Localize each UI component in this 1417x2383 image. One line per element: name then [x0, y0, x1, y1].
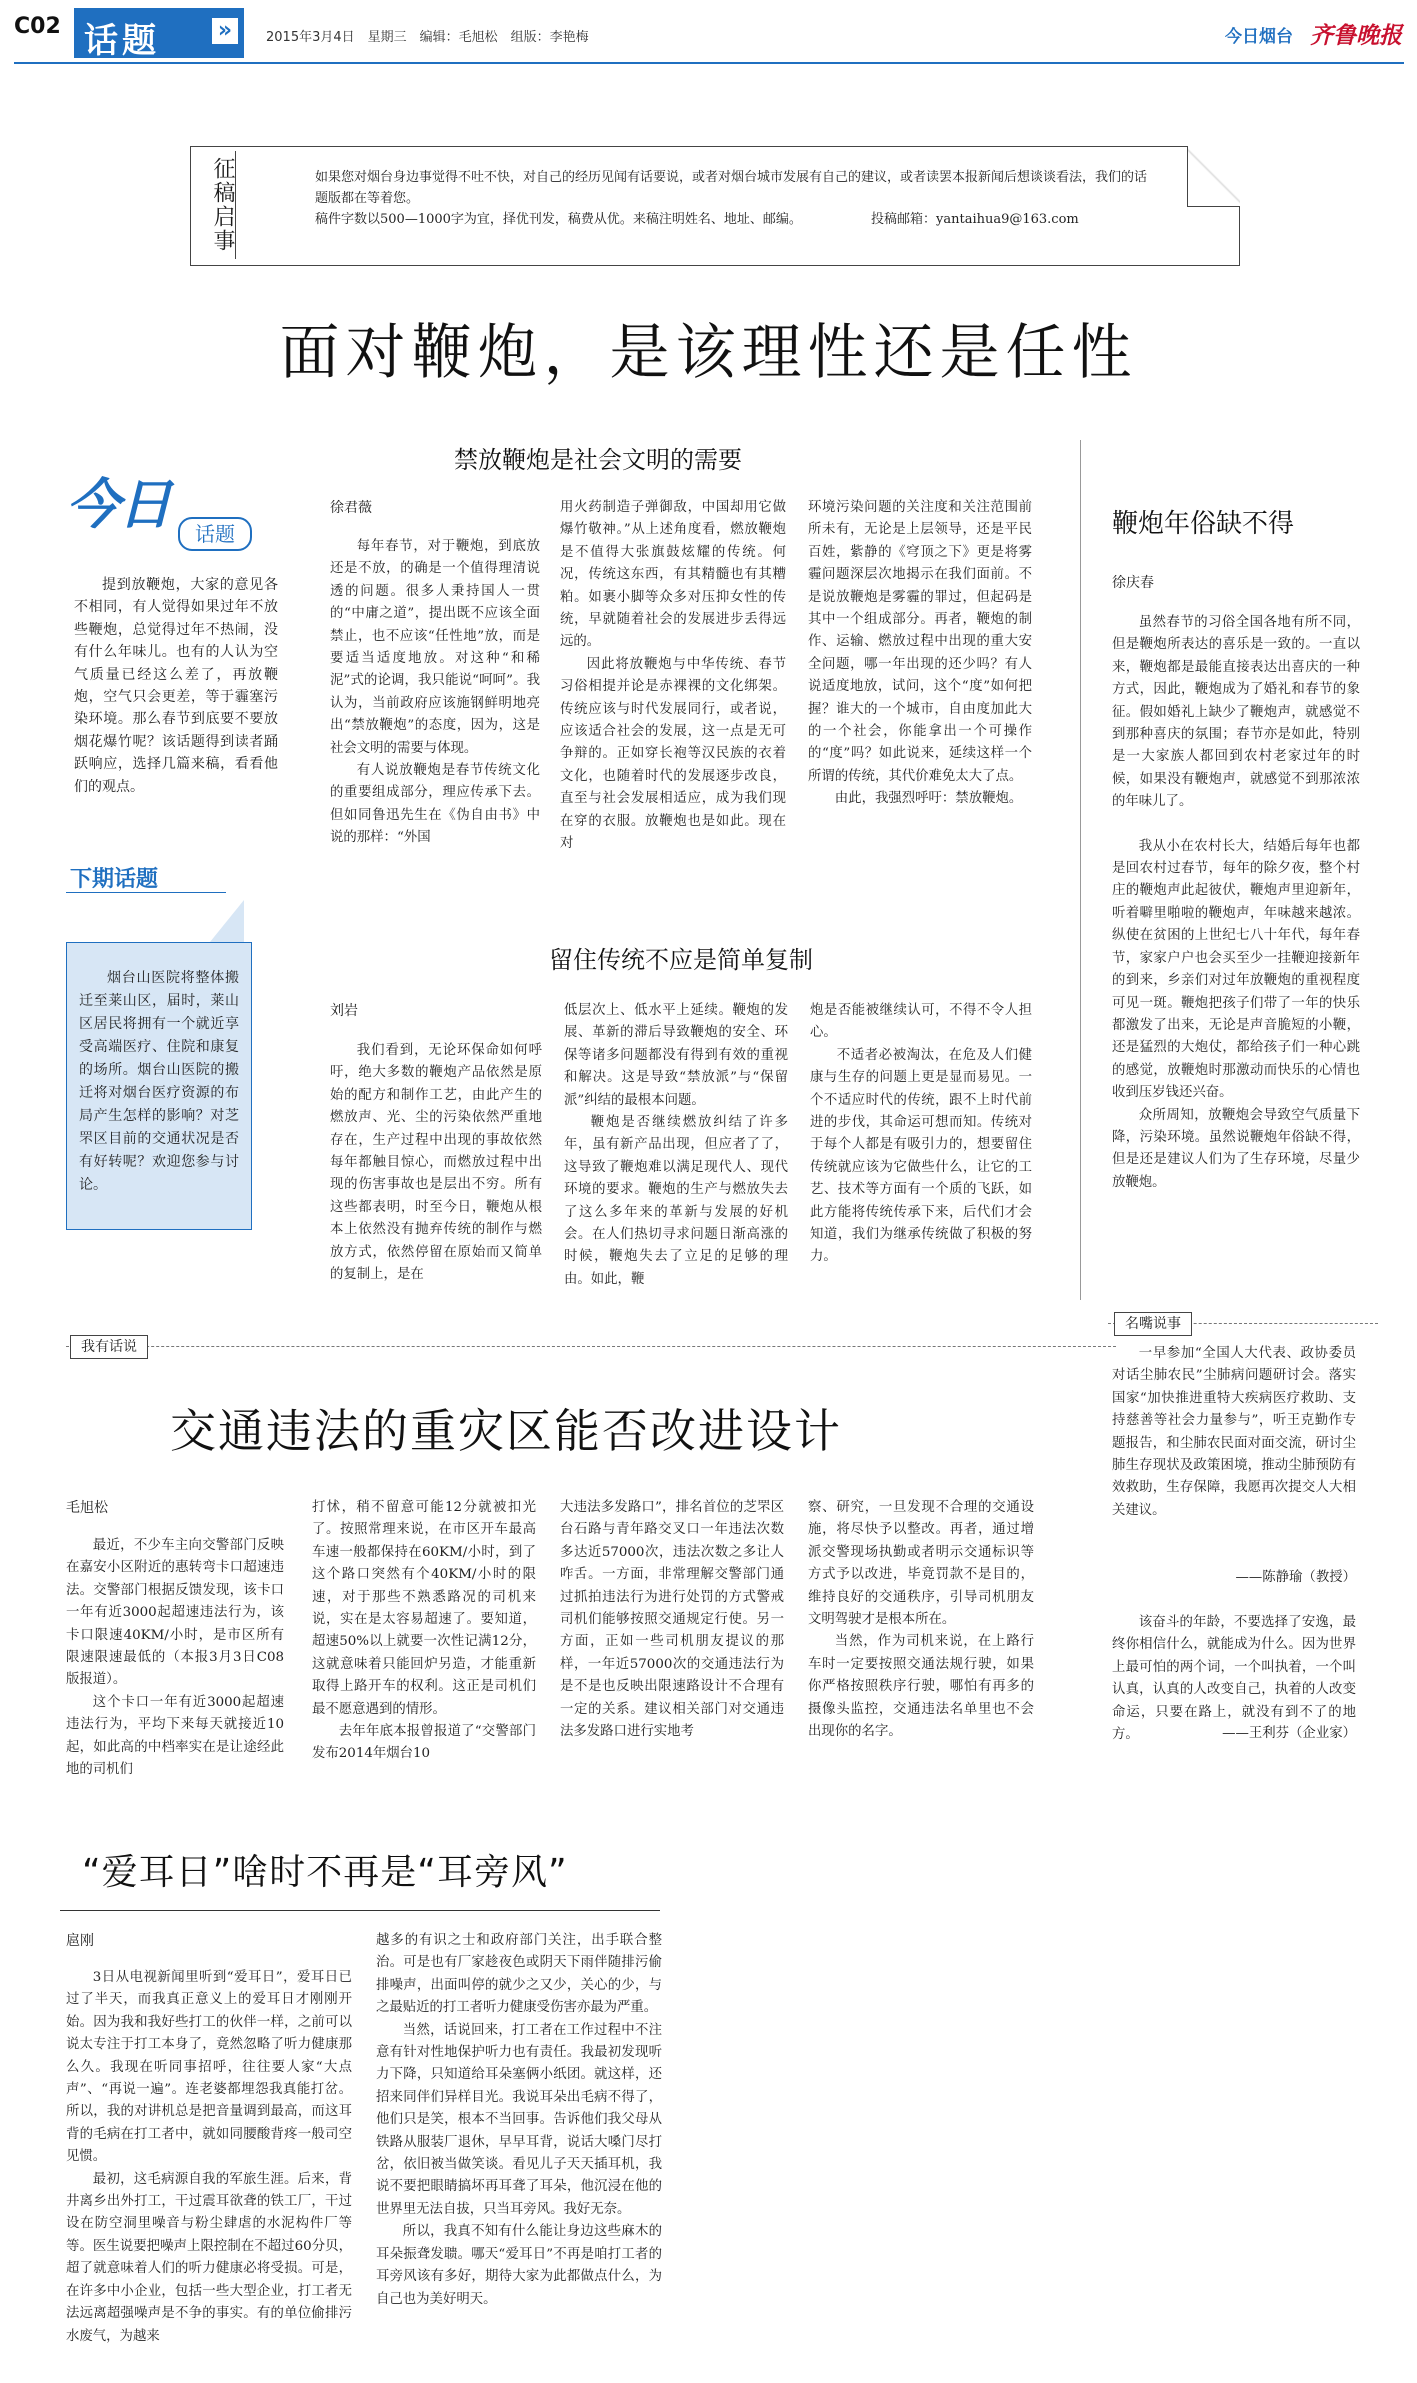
article2-c2-p1: 低层次上、低水平上延续。鞭炮的发展、革新的滞后导致鞭炮的安全、环保等诸多问题都没有得到有效的重视和解决。这是导致“禁放派”与“保留派”纠结的最根本问题。: [564, 1003, 788, 1108]
sidebar-quote2-signature: ——王利芬（企业家）: [1222, 1726, 1356, 1741]
next-topic-text: [79, 967, 239, 1219]
ear-c2-p3: 所以，我真不知有什么能让身边这些麻木的耳朵振聋发聩。哪天“爱耳日”不再是咱打工者的耳旁风该有多好，期待大家为此都做点什么，为自己也为美好明天。: [376, 2224, 662, 2307]
article1-c3-p2: 由此，我强烈呼吁：禁放鞭炮。: [834, 791, 1023, 807]
article2-title: 留住传统不应是简单复制: [549, 946, 813, 974]
section-title: 话题: [84, 21, 160, 61]
edition-name: 今日烟台: [1225, 27, 1293, 47]
article2-c1-p1: 我们看到，无论环保命如何呼吁，绝大多数的鞭炮产品依然是原始的配方和制作工艺，由此产生的燃放声、光、尘的污染依然严重地存在，生产过程中出现的事故依然每年都触目惊心，而燃放过程中出现的伤害事故也是层出不穷。所有这些都表明，时至今日，鞭炮从根本上依然没有抛弃传统的制作与燃放方式，依然停留在原始而又简单的复制上，是在: [330, 1043, 542, 1283]
article1-col2: [560, 497, 786, 873]
right-column-divider: [1080, 440, 1081, 1300]
article3-p2: 我从小在农村长大，结婚后每年也都是回农村过春节，每年的除夕夜，整个村庄的鞭炮声此起彼伏，鞭炮声里迎新年，听着噼里啪啦的鞭炮声，年味越来越浓。纵使在贫困的上世纪七八十年代，每年春节，家家户户也会买至少一挂鞭迎接新年的到来，乡亲们对过年放鞭炮的重视程度可见一斑。鞭炮把孩子们带了一年的快乐都激发了出来，无论是声音脆短的小鞭，还是猛烈的大炮仗，都给孩子们一种心跳的感觉，放鞭炮时那激动而快乐的心情也收到压岁钱还兴奋。: [1112, 838, 1360, 1101]
traffic-col3: [560, 1497, 784, 1797]
article3-body: [1112, 612, 1360, 1286]
ear-title: “爱耳日”啥时不再是“耳旁风”: [82, 1852, 568, 1893]
main-headline: 面对鞭炮，是该理性还是任性: [279, 318, 1138, 388]
today-logo-text: 今日: [66, 472, 170, 536]
intro-text: [74, 574, 278, 819]
header-rule: [14, 62, 1404, 64]
traffic-c2-p1: 打怵，稍不留意可能12分就被扣光了。按照常理来说，在市区开车最高车速一般都保持在60KM/小时，到了这个路口突然有个40KM/小时的限速，对于那些不熟悉路况的司机来说，实在是太容易超速了。要知道，超速50%以上就要一次性记满12分，这就意味着只能回炉另造，才能重新取得上路开车的权利。这正是司机们最不愿意遇到的情形。: [312, 1500, 536, 1717]
article1-c3-p1: 环境污染问题的关注度和关注范围前所未有，无论是上层领导，还是平民百姓，紫静的《穹顶之下》更是将雾霾问题深层次地揭示在我们面前。不是说放鞭炮是雾霾的罪过，但起码是其中一个组成部分。再者，鞭炮的制作、运输、燃放过程中出现的重大安全问题，哪一年出现的还少吗？有人说适度地放，试问，这个“度”如何把握？谁大的一个城市，自由度加此大的一个社会，你能拿出一个可操作的“度”吗？如此说来，延续这样一个所谓的传统，其代价难免太大了点。: [808, 500, 1032, 784]
traffic-c1-p1: 最近，不少车主向交警部门反映在嘉安小区附近的惠转弯卡口超速违法。交警部门根据反馈发现，该卡口一年有近3000起超速违法行为，该卡口限速40KM/小时，是市区所有限速限速最低的（本报3月3日C08版报道）。: [66, 1538, 284, 1688]
call-text: 如果您对烟台身边事觉得不吐不快，对自己的经历见闻有话要说，或者对烟台城市发展有自己的建议，或者读罢本报新闻后想谈谈看法，我们的话题版都在等着您。: [315, 170, 1148, 206]
article1-c2-p2: 因此将放鞭炮与中华传统、春节习俗相提并论是赤裸裸的文化绑架。传统应该与时代发展同行，或者说，应该适合社会的发展，这一点是无可争辩的。正如穿长袍等汉民族的衣着文化，也随着时代的发展逐步改良，直至与社会发展相适应，成为我们现在穿的衣服。放鞭炮也是如此。现在对: [560, 656, 786, 852]
article1-c2-p1: 用火药制造子弹御敌，中国却用它做爆竹敬神。”从上述角度看，燃放鞭炮是不值得大张旗鼓炫耀的传统。何况，传统这东西，有其精髓也有其糟粕。如裹小脚等众多对压抑女性的传统，早就随着社会的发展进步丢得远远的。: [560, 500, 786, 650]
section-tab: [74, 8, 244, 61]
traffic-col2: [312, 1497, 536, 1797]
article3-p1: 虽然春节的习俗全国各地有所不同，但是鞭炮所表达的喜乐是一致的。一直以来，鞭炮都是最能直接表达出喜庆的一种方式，因此，鞭炮成为了婚礼和春节的象征。假如婚礼上缺少了鞭炮声，就感觉不到那种喜庆的氛围；春节亦是如此，特别是一大家族人都回到农村老家过年的时候，如果没有鞭炮声，就感觉不到那浓浓的年味儿了。: [1112, 615, 1360, 810]
article2-col3: [810, 1000, 1032, 1286]
sidebar-tag: 名嘴说事: [1114, 1312, 1192, 1336]
intro-paragraph: 提到放鞭炮，大家的意见各不相同，有人觉得如果过年不放些鞭炮，总觉得过年不热闹，没有什么年味儿。也有的人认为空气质量已经这么差了，再放鞭炮，空气只会更差，等于霾塞污染环境。那么春节到底要不要放烟花爆竹呢？该话题得到读者踊跃响应，选择几篇来稿，看看他们的观点。: [74, 577, 278, 795]
traffic-c1-p2: 这个卡口一年有近3000起超速违法行为，平均下来每天就接近10起，如此高的中档率实在是让途经此地的司机们: [66, 1694, 284, 1778]
next-topic-label: 下期话题: [70, 867, 159, 892]
article2-c2-p2: 鞭炮是否继续燃放纠结了许多年，虽有新产品出现，但应者了了，这导致了鞭炮难以满足现代人、现代环境的要求。鞭炮的生产与燃放失去了这么多年来的革新与发展的好机会。在人们热切寻求问题日渐高涨的时候，鞭炮失去了立足的足够的理由。如此，鞭: [564, 1115, 788, 1287]
traffic-divider: [66, 1346, 1116, 1347]
article1-title: 禁放鞭炮是社会文明的需要: [454, 446, 742, 474]
article2-col1: [330, 1040, 542, 1286]
ear-author: 扈刚: [66, 1933, 94, 1949]
traffic-c3-p1: 大违法多发路口”，排名首位的芝罘区台石路与青年路交叉口一年违法次数多达近57000次，违法次数之多让人咋舌。一方面，非常理解交警部门通过抓拍违法行为进行处罚的方式警戒司机们能够按照交通规定行使。另一方面，正如一些司机朋友提议的那样，一年近57000次的交通违法行为是不是也反映出限速路设计不合理有一定的关系。建议相关部门对交通违法多发路口进行实地考: [560, 1500, 784, 1740]
today-logo-badge: 话题: [178, 517, 252, 551]
traffic-col1: [66, 1535, 284, 1797]
traffic-c4-p2: 当然，作为司机来说，在上路行车时一定要按照交通法规行驶，如果你严格按照秩序行驶，哪怕有再多的摄像头监控，交通违法名单里也不会出现你的名字。: [808, 1634, 1034, 1740]
page-curl-decoration: [1187, 146, 1240, 207]
article1-author: 徐君薇: [330, 500, 372, 516]
issue-meta: 2015年3月4日 星期三 编辑：毛旭松 组版：李艳梅: [266, 30, 589, 45]
article1-c1-p1: 每年春节，对于鞭炮，到底放还是不放，的确是一个值得理清说透的问题。很多人秉持国人一贯的“中庸之道”，提出既不应该全面禁止，也不应该“任性地”放，而是要适当适度地放。对这种“和稀泥”式的论调，我只能说“呵呵”。我认为，当前政府应该施钢鲜明地亮出“禁放鞭炮”的态度，因为，这是社会文明的需要与体现。: [330, 539, 540, 756]
ear-title-rule: [60, 1910, 660, 1911]
call-label: [195, 151, 236, 259]
ear-c2-p2: 当然，话说回来，打工者在工作过程中不注意有针对性地保护听力也有责任。我最初发现听力下降，只知道给耳朵塞俩小纸团。就这样，还招来同伴们异样目光。我说耳朵出毛病不得了，他们只是笑，根本不当回事。告诉他们我父母从铁路从服装厂退休，早早耳背，说话大嗓门尽打岔，依旧被当做笑谈。看见儿子天天插耳机，我说不要把眼睛搞坏再耳聋了耳朵，他沉浸在他的世界里无法自拔，只当耳旁风。我好无奈。: [376, 2022, 662, 2217]
article1-c1-p2: 有人说放鞭炮是春节传统文化的重要组成部分，理应传承下去。但如同鲁迅先生在《伪自由书》中说的那样：“外国: [330, 763, 540, 846]
today-topic-logo: [66, 462, 256, 562]
traffic-title: 交通违法的重灾区能否改进设计: [170, 1404, 842, 1458]
ear-c2-p1: 越多的有识之士和政府部门关注，出手联合整治。可是也有厂家趁夜色或阴天下雨伴随排污偷排噪声，出面叫停的就少之又少，关心的少，与之最贴近的打工者听力健康受伤害亦最为严重。: [376, 1933, 662, 2016]
sidebar-quote1-text: 一早参加“全国人大代表、政协委员对话尘肺农民”尘肺病问题研讨会。落实国家“加快推进重特大疾病医疗救助、支持慈善等社会力量参与”，听王克勤作专题报告，和尘肺农民面对面交流，研讨尘肺生存现状及政策困境，推动尘肺预防有效救助，生存保障，我愿再次提交人大相关建议。: [1112, 1346, 1356, 1518]
call-text-2: 稿件字数以500—1000字为宜，择优刊发，稿费从优。来稿注明姓名、地址、邮编。: [315, 212, 802, 227]
traffic-author: 毛旭松: [66, 1500, 108, 1516]
article2-c3-p1: 炮是否能被继续认可，不得不令人担心。: [810, 1003, 1032, 1041]
next-topic-rule: [66, 892, 226, 893]
ear-col2: [376, 1930, 662, 2375]
ear-col1: [66, 1967, 352, 2375]
article3-author: 徐庆春: [1112, 575, 1154, 591]
article2-c3-p2: 不适者必被淘汰，在危及人们健康与生存的问题上更是显而易见。一个不适应时代的传统，跟不上时代前进的步伐，其命运可想而知。传统对于每个人都是有吸引力的，想要留住传统就应该为它做些什么，让它的工艺、技术等方面有一个质的飞跃，如此方能将传统传承下来，后代们才会知道，我们为继承传统做了积极的努力。: [810, 1047, 1032, 1265]
next-topic-box: [66, 942, 252, 1230]
article3-title: 鞭炮年俗缺不得: [1112, 509, 1295, 539]
chevron-right-icon: »: [212, 18, 238, 44]
sidebar-quote2-text: 该奋斗的年龄，不要选择了安逸，最终你相信什么，就能成为什么。因为世界上最可怕的两个词，一个叫执着，一个叫认真，认真的人改变自己，执着的人改变命运，只要在路上，就没有到不了的地方。: [1112, 1615, 1356, 1743]
sidebar-quote1: [1112, 1343, 1356, 1563]
article2-col2: [564, 1000, 788, 1286]
call-label-text: 征稿启事: [210, 157, 235, 253]
article1-col3: [808, 497, 1032, 873]
traffic-c4-p1: 察、研究，一旦发现不合理的交通设施，将尽快予以整改。再者，通过增派交警现场执勤或者明示交通标识等方式予以改进，毕竟罚款不是目的，维持良好的交通秩序，引导司机朋友文明驾驶才是根本所在。: [808, 1500, 1034, 1628]
article3-p3: 众所周知，放鞭炮会导致空气质量下降，污染环境。虽然说鞭炮年俗缺不得，但是还是建议人们为了生存环境，尽量少放鞭炮。: [1112, 1107, 1360, 1190]
call-for-papers-box: [190, 146, 1240, 266]
speech-bubble-tail: [210, 900, 244, 942]
ear-c1-p1: 3日从电视新闻里听到“爱耳日”，爱耳日已过了半天，而我真正意义上的爱耳日才刚刚开始。因为我和我好些打工的伙伴一样，之前可以说太专注于打工本身了，竟然忽略了听力健康那么久。我现在听同事招呼，往往要人家“大点声”、“再说一遍”。连老婆都埋怨我真能打岔。所以，我的对讲机总是把音量调到最高，而这耳背的毛病在打工者中，就如同腰酸背疼一般司空见惯。: [66, 1970, 352, 2165]
sidebar-quote1-signature: ——陈静瑜（教授）: [1235, 1570, 1356, 1585]
traffic-col4: [808, 1497, 1034, 1797]
traffic-tag: 我有话说: [70, 1335, 148, 1359]
next-topic-paragraph: 烟台山医院将整体搬迁至莱山区，届时，莱山区居民将拥有一个就近享受高端医疗、住院和康复的场所。烟台山医院的搬迁将对烟台医疗资源的布局产生怎样的影响？对芝罘区目前的交通状况是否有好转呢？欢迎您参与讨论。: [79, 970, 239, 1193]
call-email: 投稿邮箱：yantaihua9@163.com: [871, 212, 1079, 227]
traffic-c2-p2: 去年年底本报曾报道了“交警部门发布2014年烟台10: [312, 1724, 536, 1762]
ear-c1-p2: 最初，这毛病源自我的军旅生涯。后来，背井离乡出外打工，干过震耳欲聋的铁工厂，干过设在防空洞里噪音与粉尘肆虐的水泥构件厂等等。医生说要把噪声上限控制在不超过60分贝，超了就意味着人们的听力健康必将受损。可是，在许多中小企业，包括一些大型企业，打工者无法远离超强噪声是不争的事实。有的单位偷排污水废气，为越来: [66, 2171, 352, 2344]
newspaper-logo: 齐鲁晚报: [1310, 22, 1402, 49]
page-number: C02: [14, 14, 61, 39]
article1-col1: [330, 536, 540, 872]
article2-author: 刘岩: [330, 1003, 358, 1019]
